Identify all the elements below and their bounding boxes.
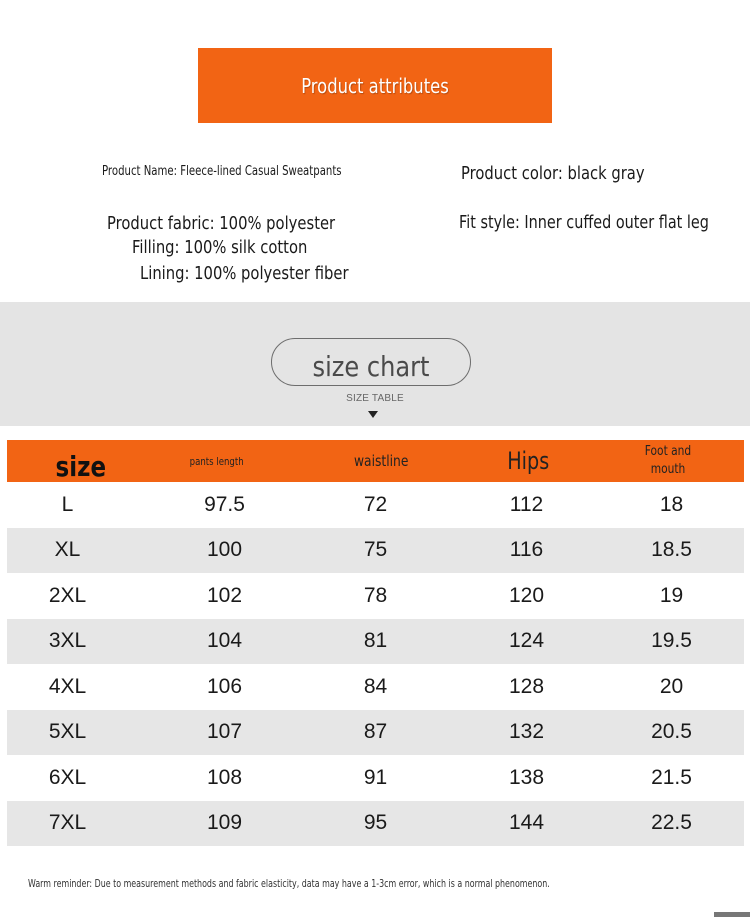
table-cell: 100 [206, 538, 243, 562]
table-cell: 128 [508, 674, 545, 698]
table-cell: 22.5 [651, 811, 692, 835]
table-cell: 19 [659, 583, 684, 607]
size-table-subtitle: SIZE TABLE [346, 393, 404, 404]
table-cell: 120 [508, 583, 545, 607]
table-cell: 95 [363, 811, 388, 835]
fit-style-text: Fit style: Inner cuffed outer flat leg [459, 212, 709, 233]
table-cell: XL [54, 538, 81, 562]
header-cell-waistline [302, 452, 449, 471]
table-cell: 7XL [48, 811, 87, 835]
table-cell: 124 [508, 629, 545, 653]
product-fabric-text: Product fabric: 100% polyester [107, 213, 336, 234]
table-cell: 6XL [48, 765, 87, 789]
header-cell-size [7, 440, 154, 483]
table-cell: 102 [206, 583, 243, 607]
table-cell: 112 [509, 492, 544, 516]
table-cell: 4XL [48, 674, 87, 698]
header-cell-foot-mouth [597, 443, 744, 479]
table-cell: 107 [206, 720, 243, 744]
table-cell: 21.5 [651, 765, 692, 789]
table-cell: 106 [206, 674, 243, 698]
filling-text: Filling: 100% silk cotton [132, 237, 308, 258]
table-cell: 75 [363, 538, 388, 562]
table-cell: 18.5 [651, 538, 692, 562]
table-cell: 81 [363, 629, 388, 653]
header-size-label: size [55, 449, 106, 483]
header-waistline-label: waistline [354, 451, 409, 470]
size-chart-title: size chart [312, 349, 430, 383]
table-cell: 78 [363, 583, 388, 607]
table-cell: 20.5 [651, 720, 692, 744]
table-cell: 2XL [48, 583, 87, 607]
lining-text: Lining: 100% polyester fiber [140, 263, 349, 284]
table-cell: 104 [206, 629, 243, 653]
table-cell: 18 [659, 492, 684, 516]
table-row [7, 482, 744, 528]
table-row [7, 528, 744, 574]
table-row [7, 755, 744, 801]
table-row [7, 664, 744, 710]
header-cell-pants-length [154, 452, 301, 470]
table-cell: 144 [508, 811, 545, 835]
table-cell: 108 [206, 765, 243, 789]
banner-title: Product attributes [301, 73, 449, 98]
product-attributes-banner [198, 48, 552, 123]
table-row [7, 710, 744, 756]
table-row [7, 619, 744, 665]
header-cell-hips [449, 447, 596, 475]
table-cell: 20 [659, 674, 684, 698]
table-cell: 72 [363, 492, 388, 516]
table-cell: 84 [363, 674, 388, 698]
size-table-header [7, 440, 744, 482]
header-hips-label: Hips [506, 447, 549, 475]
table-cell: 97.5 [204, 492, 245, 516]
table-cell: 109 [206, 811, 243, 835]
table-cell: 19.5 [651, 629, 692, 653]
product-color-text: Product color: black gray [461, 163, 645, 184]
triangle-down-icon [368, 411, 378, 418]
table-row [7, 801, 744, 847]
size-chart-title-pill [271, 338, 471, 386]
table-cell: 87 [363, 720, 388, 744]
table-cell: 116 [509, 538, 544, 562]
table-cell: 138 [508, 765, 545, 789]
warm-reminder-note: Warm reminder: Due to measurement methods and fabric elasticity, data may have a 1-3cm error, which is a normal phenomenon. [28, 877, 550, 890]
table-cell: 3XL [48, 629, 87, 653]
header-foot-mouth-label: Foot and mouth [645, 444, 692, 477]
product-name-text: Product Name: Fleece-lined Casual Sweatpants [102, 164, 342, 179]
table-cell: L [61, 492, 74, 516]
table-cell: 91 [363, 765, 388, 789]
table-row [7, 573, 744, 619]
header-pants-length-label: pants length [190, 455, 245, 468]
table-cell: 5XL [48, 720, 87, 744]
size-table [7, 440, 744, 846]
corner-divider [714, 912, 750, 917]
table-cell: 132 [508, 720, 545, 744]
